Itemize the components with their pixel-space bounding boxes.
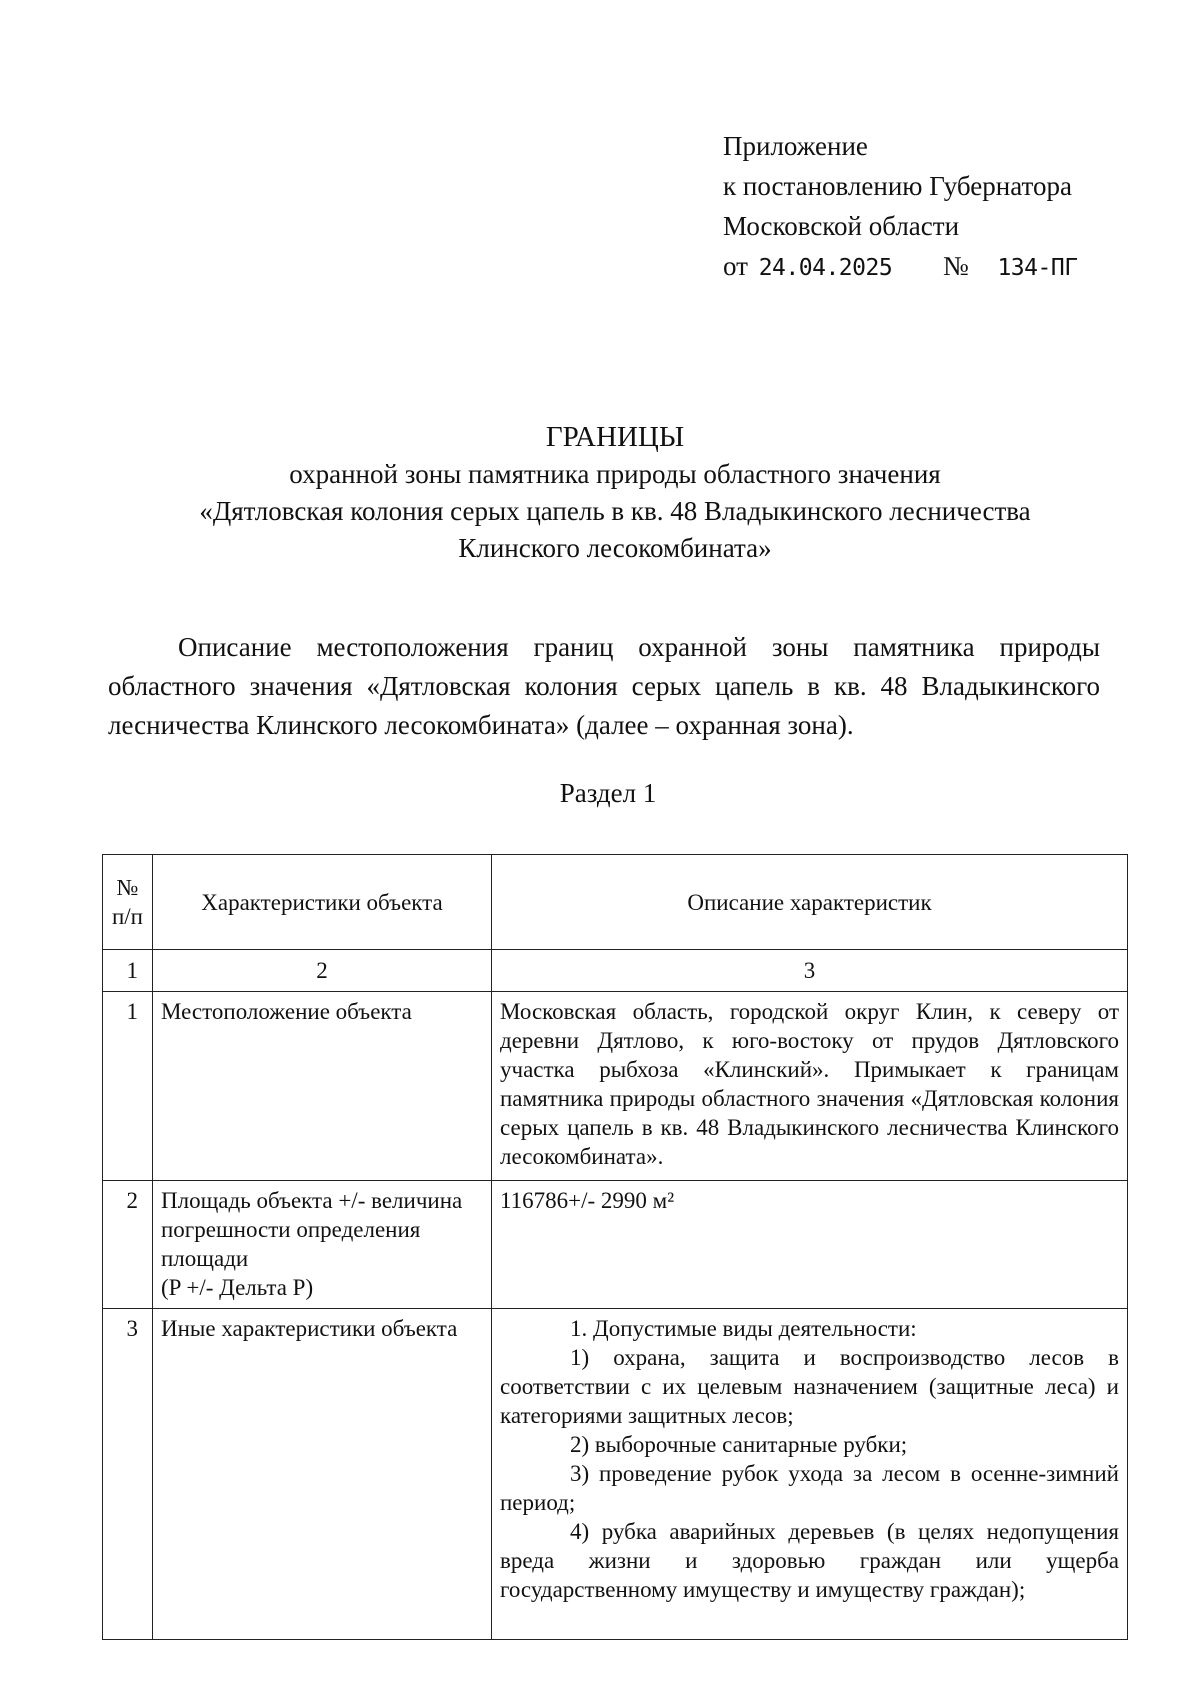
row-description: 116786+/- 2990 м²	[492, 1181, 1128, 1309]
activity-item: 3) проведение рубок ухода за лесом в осенне-зимний период;	[500, 1461, 1119, 1515]
characteristics-table	[102, 854, 1128, 1640]
intro-paragraph: Описание местоположения границ охранной зоны памятника природы областного значения «Дятловская колония серых цапель в кв. 48 Владыкинского лесничества Клинского лесокомбината» (далее – охранная зона).	[108, 632, 1100, 740]
table-row	[103, 1181, 1128, 1309]
column-number-3: 3	[492, 950, 1128, 992]
table-header-row	[103, 855, 1128, 950]
document-heading	[0, 419, 1200, 567]
activity-item: 4) рубка аварийных деревьев (в целях недопущения вреда жизни и здоровью граждан или ущерба государственному имуществу и имуществу граждан);	[500, 1519, 1119, 1602]
row-characteristic: Иные характеристики объекта	[153, 1309, 492, 1640]
header-number-line2: п/п	[111, 904, 143, 929]
row-description	[492, 1309, 1128, 1640]
appendix-date-number-line	[723, 246, 1078, 288]
activity-heading: 1. Допустимые виды деятельности:	[570, 1316, 917, 1341]
row-characteristic: Местоположение объекта	[153, 992, 492, 1181]
row-characteristic	[153, 1181, 492, 1309]
column-number-1: 1	[103, 950, 153, 992]
row-description: Московская область, городской округ Клин, к северу от деревни Дятлово, к юго-востоку от прудов Дятловского участка рыбхоза «Клинский». Примыкает к границам памятника природы областного значения «Дятловская колония серых цапель в кв. 48 Владыкинского лесничества Клинского лесокомбината».	[492, 992, 1128, 1181]
heading-title: ГРАНИЦЫ	[545, 421, 685, 453]
appendix-from-label: от	[723, 251, 748, 281]
row-characteristic-line1: Площадь объекта +/- величина погрешности определения площади	[161, 1188, 463, 1271]
row-number: 1	[103, 992, 153, 1181]
appendix-date: 24.04.2025	[758, 255, 893, 281]
row-characteristic-line2: (P +/- Дельта P)	[161, 1275, 314, 1300]
heading-line-2: «Дятловская колония серых цапель в кв. 48 Владыкинского лесничества	[199, 496, 1031, 526]
activity-item: 2) выборочные санитарные рубки;	[570, 1432, 908, 1457]
header-description: Описание характеристик	[492, 855, 1128, 950]
header-characteristics: Характеристики объекта	[153, 855, 492, 950]
row-number: 3	[103, 1309, 153, 1640]
header-number	[103, 855, 153, 950]
heading-line-1: охранной зоны памятника природы областного значения	[289, 459, 941, 489]
column-number-row	[103, 950, 1128, 992]
row-number: 2	[103, 1181, 153, 1309]
column-number-2: 2	[153, 950, 492, 992]
section-title: Раздел 1	[559, 778, 657, 808]
heading-line-3: Клинского лесокомбината»	[458, 533, 772, 563]
appendix-region-line: Московской области	[723, 211, 960, 241]
activity-item: 1) охрана, защита и воспроизводство лесов в соответствии с их целевым назначением (защитные леса) и категориями защитных лесов;	[500, 1345, 1119, 1428]
table-row	[103, 1309, 1128, 1640]
table-row	[103, 992, 1128, 1181]
appendix-title: Приложение	[723, 131, 868, 161]
appendix-decree-line: к постановлению Губернатора	[723, 171, 1072, 201]
header-number-line1: №	[116, 875, 139, 900]
appendix-number: 134-ПГ	[997, 255, 1078, 281]
appendix-block	[723, 126, 1078, 288]
appendix-number-sign: №	[942, 251, 969, 281]
